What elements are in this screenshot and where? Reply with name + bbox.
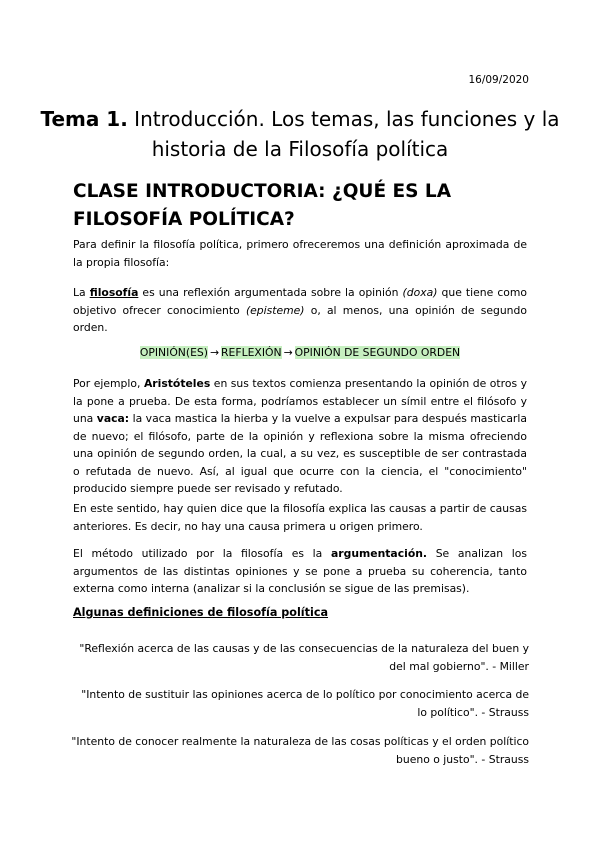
- definition-episteme: (episteme): [245, 303, 305, 317]
- example-vaca: vaca:: [96, 412, 130, 425]
- definition-term: filosofía: [89, 286, 139, 299]
- flow-step-second-order: OPINIÓN DE SEGUNDO ORDEN: [294, 346, 461, 359]
- definition-doxa: (doxa): [402, 286, 438, 299]
- intro-paragraph: Para definir la filosofía política, primero ofreceremos una definición aproximada de la propia filosofía:: [73, 238, 527, 269]
- method-argumentacion: argumentación.: [330, 547, 428, 560]
- example-part1: Por ejemplo,: [73, 377, 144, 390]
- opinion-flow: [0, 344, 600, 361]
- definition-prefix: La: [73, 286, 90, 299]
- title-bold: Tema 1.: [40, 107, 128, 131]
- definition-part3: o, al menos, una opinión de segundo orden.: [73, 303, 527, 334]
- document-date: 16/09/2020: [468, 74, 529, 86]
- quote-strauss-1: "Intento de sustituir las opiniones acerca de lo político por conocimiento acerca de lo político". - Strauss: [81, 688, 529, 719]
- method-paragraph: [73, 545, 527, 598]
- flow-arrow-icon: →: [210, 346, 220, 359]
- flow-arrow-icon: →: [283, 346, 293, 359]
- method-part2: Se analizan los argumentos de las distintas opiniones y se pone a prueba su coherencia, tanto externa como interna (analizar si la conclusión se sigue de las premisas).: [73, 547, 527, 595]
- definition-part1: es una reflexión argumentada sobre la opinión: [138, 286, 403, 299]
- example-part2: en sus textos comienza presentando la opinión de otros y la pone a prueba. De esta forma, podríamos establecer un símil entre el filósofo y una: [73, 377, 527, 425]
- title-rest: Introducción. Los temas, las funciones y la historia de la Filosofía política: [127, 107, 560, 161]
- section-heading: CLASE INTRODUCTORIA: ¿QUÉ ES LA FILOSOFÍA POLÍTICA?: [73, 181, 452, 230]
- page-title: [40, 104, 560, 164]
- quote-miller: "Reflexión acerca de las causas y de las consecuencias de la naturaleza del buen y del mal gobierno". - Miller: [79, 642, 529, 673]
- flow-step-opinion: OPINIÓN(ES): [139, 346, 208, 359]
- flow-step-reflexion: REFLEXIÓN: [221, 346, 282, 359]
- example-part3: la vaca mastica la hierba y la vuelve a expulsar para después masticarla de nuevo; el filósofo, parte de la opinión y reflexiona sobre la misma ofreciendo una opinión de segundo orden, la cual, a su vez, es susceptible de ser contrastada o refutada de nuevo. Así, al igual que ocurre con la ciencia, el "conocimiento" producido siempre puede ser revisado y refutado.: [73, 412, 527, 495]
- example-aristoteles: Aristóteles: [143, 377, 211, 390]
- definition-paragraph: [73, 284, 527, 337]
- quote-strauss-2: "Intento de conocer realmente la naturaleza de las cosas políticas y el orden político bueno o justo". - Strauss: [71, 735, 529, 766]
- causes-paragraph: En este sentido, hay quien dice que la filosofía explica las causas a partir de causas anteriores. Es decir, no hay una causa primera u origen primero.: [73, 502, 527, 533]
- definition-part2: que tiene como objetivo ofrecer conocimiento: [73, 286, 527, 317]
- example-paragraph: [73, 375, 527, 498]
- definitions-subheading: Algunas definiciones de filosofía política: [73, 606, 329, 619]
- method-part1: El método utilizado por la filosofía es la: [73, 547, 331, 560]
